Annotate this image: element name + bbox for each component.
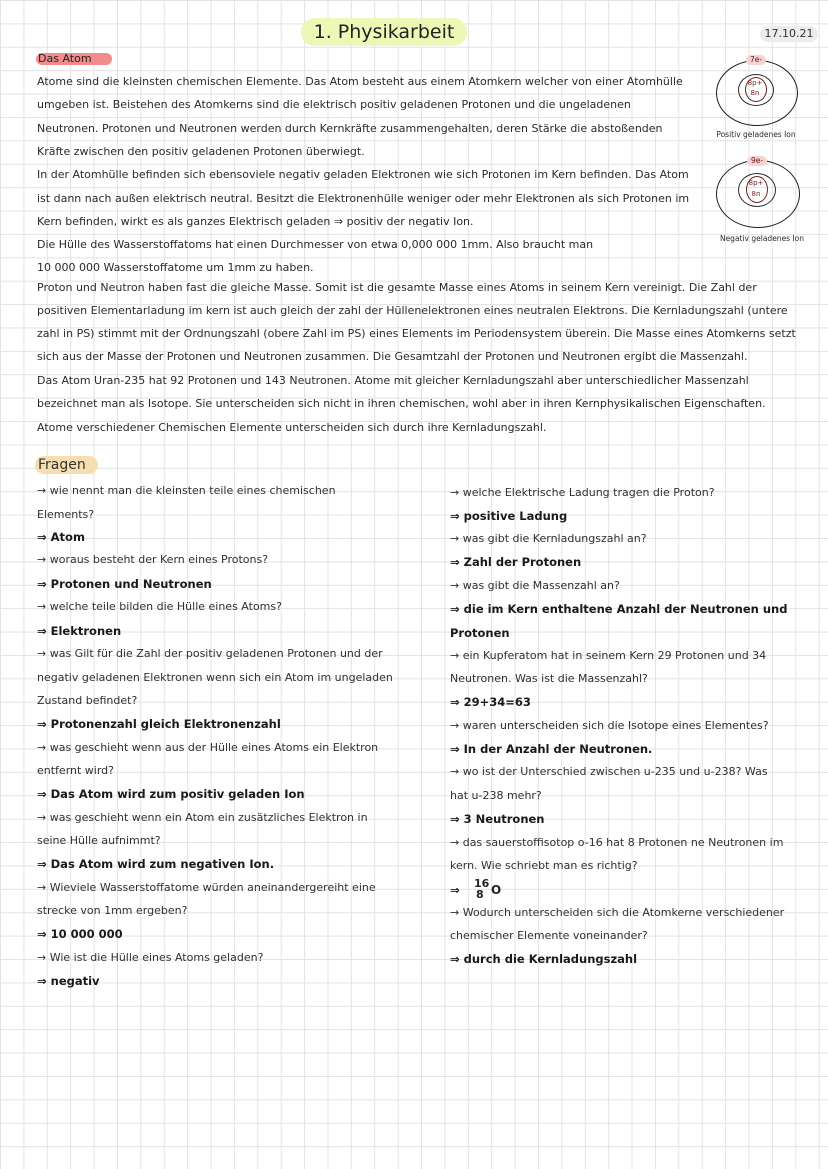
question-line: Neutronen. Was ist die Massenzahl?	[450, 672, 648, 685]
neutron-count: 8n	[751, 190, 761, 198]
answer-line: ⇒ Elektronen	[37, 624, 122, 638]
question-line: Elements?	[37, 508, 95, 521]
paragraph-line: 10 000 000 Wasserstoffatome um 1mm zu haben.	[37, 261, 314, 274]
answer-line: ⇒ Protonenzahl gleich Elektronenzahl	[37, 717, 281, 731]
question-line: seine Hülle aufnimmt?	[37, 834, 161, 847]
paragraph-line: Das Atom Uran-235 hat 92 Protonen und 143 Neutronen. Atome mit gleicher Kernladungszahl aber unterschiedlicher Massenzahl	[37, 374, 749, 387]
date-badge: 17.10.21	[760, 26, 818, 42]
question-line: → welche teile bilden die Hülle eines Atoms?	[37, 600, 282, 613]
paragraph-line: Kern befinden, wirkt es als ganzes Elektrisch geladen ⇒ positiv der negativ Ion.	[37, 215, 474, 228]
proton-count: 8p+	[748, 179, 764, 187]
question-line: → welche Elektrische Ladung tragen die Proton?	[450, 486, 715, 499]
diagram-caption: Positiv geladenes Ion	[716, 130, 796, 139]
answer-line: ⇒ Das Atom wird zum positiv geladen Ion	[37, 787, 305, 801]
question-line: → was Gilt für die Zahl der positiv geladenen Protonen und der	[37, 647, 383, 660]
question-line: hat u-238 mehr?	[450, 789, 542, 802]
paragraph-line: Atome sind die kleinsten chemischen Elemente. Das Atom besteht aus einem Atomkern welcher von einer Atomhülle	[37, 75, 683, 88]
question-line: → das sauerstoffisotop o-16 hat 8 Protonen ne Neutronen im	[450, 836, 784, 849]
section-heading-atom: Das Atom	[36, 53, 112, 65]
paragraph-line: bezeichnet man als Isotope. Sie unterscheiden sich nicht in ihren chemischen, wohl aber in ihren Kernphysikalischen Eigenschaften.	[37, 397, 766, 410]
answer-line: ⇒ In der Anzahl der Neutronen.	[450, 742, 653, 756]
question-line: → was gibt die Kernladungszahl an?	[450, 532, 647, 545]
answer-line: ⇒ die im Kern enthaltene Anzahl der Neutronen und	[450, 602, 788, 616]
question-line: → Wie ist die Hülle eines Atoms geladen?	[37, 951, 264, 964]
question-line: entfernt wird?	[37, 764, 115, 777]
question-line: chemischer Elemente voneinander?	[450, 929, 648, 942]
answer-line: ⇒ Protonen und Neutronen	[37, 577, 212, 591]
paragraph-line: positiven Elementarladung im kern ist auch gleich der zahl der Hüllenelektronen eines neutralen Elektrons. Die Kernladungszahl (untere	[37, 304, 788, 317]
page-title: 1. Physikarbeit	[301, 18, 467, 46]
paragraph-line: Kräfte zwischen den positiv geladenen Protonen überwiegt.	[37, 145, 365, 158]
answer-line: ⇒ 3 Neutronen	[450, 812, 545, 826]
question-line: → wo ist der Unterschied zwischen u-235 und u-238? Was	[450, 765, 768, 778]
question-line: → woraus besteht der Kern eines Protons?	[37, 553, 269, 566]
answer-line: ⇒ 10 000 000	[37, 927, 123, 941]
atomic-number: 8	[476, 888, 484, 901]
neutron-count: 8n	[750, 89, 760, 97]
answer-line: ⇒ 29+34=63	[450, 695, 531, 709]
answer-line: ⇒ Das Atom wird zum negativen Ion.	[37, 857, 275, 871]
question-line: → waren unterscheiden sich die Isotope eines Elementes?	[450, 719, 769, 732]
paragraph-line: Atome verschiedener Chemischen Elemente unterscheiden sich durch ihre Kernladungszahl.	[37, 421, 547, 434]
proton-count: 8p+	[747, 79, 763, 87]
question-line: → Wodurch unterscheiden sich die Atomkerne verschiedener	[450, 906, 785, 919]
paragraph-line: Die Hülle des Wasserstoffatoms hat einen Durchmesser von etwa 0,000 000 1mm. Also braucht man	[37, 238, 594, 251]
answer-line: Protonen	[450, 626, 510, 640]
paragraph-line: ist dann nach außen elektrisch neutral. Besitzt die Elektronenhülle weniger oder mehr Elektronen als sich Protonen im	[37, 192, 690, 205]
question-line: → ein Kupferatom hat in seinem Kern 29 Protonen und 34	[450, 649, 767, 662]
question-line: → Wieviele Wasserstoffatome würden aneinandergereiht eine	[37, 881, 376, 894]
section-heading-fragen: Fragen	[35, 456, 98, 474]
question-line: strecke von 1mm ergeben?	[37, 904, 188, 917]
paragraph-line: Neutronen. Protonen und Neutronen werden durch Kernkräfte zusammengehalten, deren Stärke die abstoßenden	[37, 122, 663, 135]
question-line: kern. Wie schriebt man es richtig?	[450, 859, 638, 872]
question-line: → was gibt die Massenzahl an?	[450, 579, 620, 592]
answer-line: ⇒ Atom	[37, 530, 85, 544]
paragraph-line: zahl in PS) stimmt mit der Ordnungszahl (obere Zahl im PS) eines Elements im Periodensystem überein. Die Masse eines Atomkerns setzt	[37, 327, 796, 340]
question-line: → wie nennt man die kleinsten teile eines chemischen	[37, 484, 336, 497]
implies-arrow: ⇒	[450, 883, 460, 897]
paragraph-line: sich aus der Masse der Protonen und Neutronen zusammen. Die Gesamtzahl der Protonen und Neutronen ergibt die Massenzahl.	[37, 350, 748, 363]
diagram-caption: Negativ geladenes Ion	[719, 234, 805, 243]
question-line: → was geschieht wenn ein Atom ein zusätzliches Elektron in	[37, 811, 368, 824]
electron-count: 7e-	[746, 55, 766, 65]
electron-count: 9e-	[747, 156, 767, 166]
paragraph-line: Proton und Neutron haben fast die gleiche Masse. Somit ist die gesamte Masse eines Atoms in seinem Kern vereinigt. Die Zahl der	[37, 281, 757, 294]
isotope-notation	[450, 878, 510, 904]
paragraph-line: umgeben ist. Beistehen des Atomkerns sind die elektrisch positiv geladenen Protonen und die ungeladenen	[37, 98, 631, 111]
question-line: negativ geladenen Elektronen wenn sich ein Atom im ungeladen	[37, 671, 393, 684]
paragraph-line: In der Atomhülle befinden sich ebensoviele negativ geladen Elektronen wie sich Protonen im Kern befinden. Das Atom	[37, 168, 689, 181]
answer-line: ⇒ Zahl der Protonen	[450, 555, 582, 569]
mass-number: 16	[474, 877, 490, 890]
answer-line: ⇒ negativ	[37, 974, 100, 988]
question-line: → was geschieht wenn aus der Hülle eines Atoms ein Elektron	[37, 741, 379, 754]
element-symbol: O	[491, 883, 502, 897]
question-line: Zustand befindet?	[37, 694, 138, 707]
answer-line: ⇒ durch die Kernladungszahl	[450, 952, 638, 966]
answer-line: ⇒ positive Ladung	[450, 509, 568, 523]
